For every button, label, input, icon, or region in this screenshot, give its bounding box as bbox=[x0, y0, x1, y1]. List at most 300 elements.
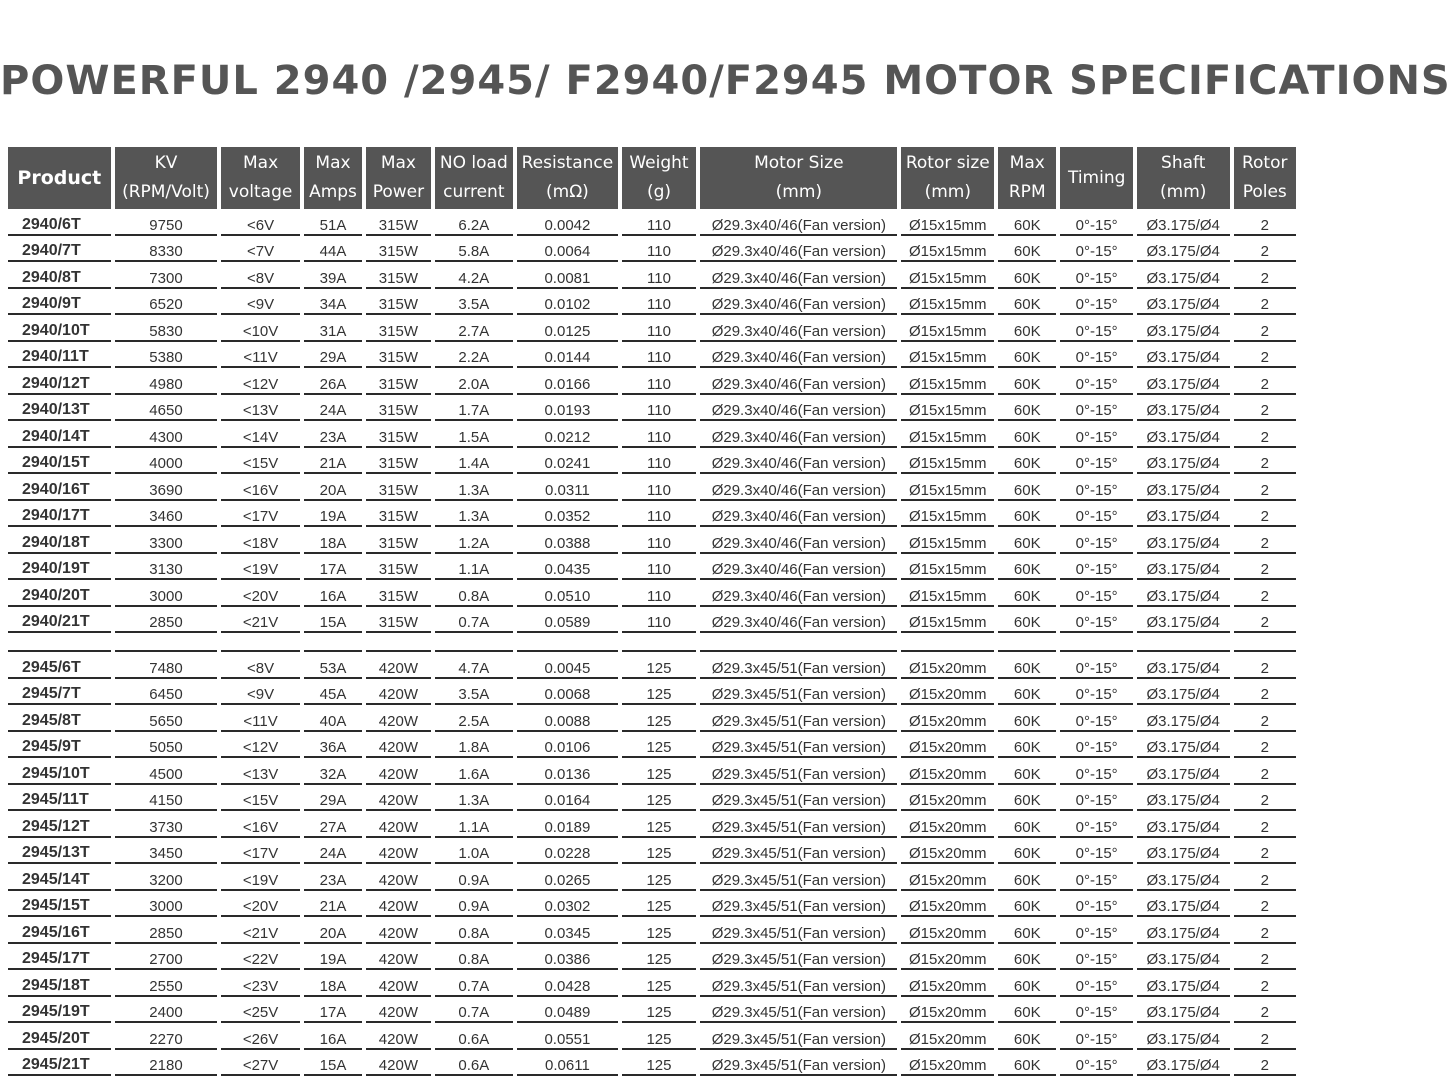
cell-weight: 110 bbox=[622, 474, 696, 501]
separator-cell bbox=[1060, 633, 1132, 652]
cell-max-amps: 19A bbox=[304, 944, 362, 971]
cell-no-load-current: 0.7A bbox=[435, 970, 514, 997]
cell-resistance: 0.0136 bbox=[517, 758, 618, 785]
cell-motor-size: Ø29.3x45/51(Fan version) bbox=[700, 679, 897, 706]
cell-rotor-size: Ø15x20mm bbox=[901, 891, 994, 918]
column-header-line: Rotor size bbox=[905, 153, 990, 173]
cell-timing: 0°-15° bbox=[1060, 580, 1132, 607]
column-header-line: Resistance bbox=[521, 153, 614, 173]
cell-kv: 3300 bbox=[115, 527, 218, 554]
cell-timing: 0°-15° bbox=[1060, 395, 1132, 422]
cell-timing: 0°-15° bbox=[1060, 679, 1132, 706]
cell-timing: 0°-15° bbox=[1060, 315, 1132, 342]
cell-max-amps: 34A bbox=[304, 289, 362, 316]
table-row bbox=[8, 944, 1296, 971]
cell-product: 2945/17T bbox=[8, 944, 111, 971]
cell-product: 2945/10T bbox=[8, 758, 111, 785]
cell-shaft: Ø3.175/Ø4 bbox=[1137, 705, 1230, 732]
cell-max-amps: 23A bbox=[304, 864, 362, 891]
cell-weight: 110 bbox=[622, 580, 696, 607]
cell-timing: 0°-15° bbox=[1060, 236, 1132, 263]
cell-max-rpm: 60K bbox=[998, 679, 1056, 706]
cell-rotor-poles: 2 bbox=[1234, 864, 1297, 891]
cell-product: 2945/9T bbox=[8, 732, 111, 759]
cell-no-load-current: 0.6A bbox=[435, 1050, 514, 1077]
cell-product: 2945/15T bbox=[8, 891, 111, 918]
cell-motor-size: Ø29.3x40/46(Fan version) bbox=[700, 554, 897, 581]
table-row bbox=[8, 785, 1296, 812]
cell-rotor-size: Ø15x20mm bbox=[901, 1023, 994, 1050]
cell-no-load-current: 0.9A bbox=[435, 864, 514, 891]
cell-max-voltage: <9V bbox=[221, 289, 300, 316]
cell-weight: 125 bbox=[622, 838, 696, 865]
cell-timing: 0°-15° bbox=[1060, 811, 1132, 838]
column-header-max-power bbox=[366, 147, 430, 209]
column-header-max-amps bbox=[304, 147, 362, 209]
cell-timing: 0°-15° bbox=[1060, 997, 1132, 1024]
cell-kv: 3000 bbox=[115, 891, 218, 918]
cell-motor-size: Ø29.3x40/46(Fan version) bbox=[700, 580, 897, 607]
cell-no-load-current: 1.2A bbox=[435, 527, 514, 554]
cell-resistance: 0.0166 bbox=[517, 368, 618, 395]
cell-max-power: 315W bbox=[366, 607, 430, 634]
cell-kv: 7480 bbox=[115, 652, 218, 679]
cell-shaft: Ø3.175/Ø4 bbox=[1137, 652, 1230, 679]
column-header-line: RPM bbox=[1008, 182, 1046, 202]
cell-max-power: 315W bbox=[366, 421, 430, 448]
cell-motor-size: Ø29.3x45/51(Fan version) bbox=[700, 705, 897, 732]
cell-product: 2945/16T bbox=[8, 917, 111, 944]
cell-motor-size: Ø29.3x45/51(Fan version) bbox=[700, 891, 897, 918]
table-row bbox=[8, 501, 1296, 528]
cell-max-voltage: <16V bbox=[221, 811, 300, 838]
table-row bbox=[8, 315, 1296, 342]
cell-weight: 110 bbox=[622, 501, 696, 528]
cell-shaft: Ø3.175/Ø4 bbox=[1137, 342, 1230, 369]
cell-timing: 0°-15° bbox=[1060, 970, 1132, 997]
cell-product: 2945/18T bbox=[8, 970, 111, 997]
cell-rotor-poles: 2 bbox=[1234, 209, 1297, 236]
cell-resistance: 0.0611 bbox=[517, 1050, 618, 1077]
cell-kv: 2270 bbox=[115, 1023, 218, 1050]
cell-max-voltage: <15V bbox=[221, 448, 300, 475]
cell-timing: 0°-15° bbox=[1060, 917, 1132, 944]
cell-weight: 125 bbox=[622, 758, 696, 785]
cell-rotor-poles: 2 bbox=[1234, 811, 1297, 838]
cell-rotor-size: Ø15x15mm bbox=[901, 236, 994, 263]
cell-rotor-poles: 2 bbox=[1234, 891, 1297, 918]
cell-max-rpm: 60K bbox=[998, 1023, 1056, 1050]
cell-max-amps: 51A bbox=[304, 209, 362, 236]
cell-resistance: 0.0228 bbox=[517, 838, 618, 865]
cell-max-power: 315W bbox=[366, 289, 430, 316]
cell-max-rpm: 60K bbox=[998, 315, 1056, 342]
cell-motor-size: Ø29.3x40/46(Fan version) bbox=[700, 368, 897, 395]
table-row bbox=[8, 262, 1296, 289]
cell-kv: 4150 bbox=[115, 785, 218, 812]
table-row bbox=[8, 1050, 1296, 1077]
cell-motor-size: Ø29.3x45/51(Fan version) bbox=[700, 1050, 897, 1077]
cell-no-load-current: 6.2A bbox=[435, 209, 514, 236]
table-row bbox=[8, 679, 1296, 706]
column-header-line: (mm) bbox=[1160, 182, 1207, 202]
table-row bbox=[8, 917, 1296, 944]
cell-max-voltage: <21V bbox=[221, 607, 300, 634]
cell-shaft: Ø3.175/Ø4 bbox=[1137, 1050, 1230, 1077]
cell-kv: 3130 bbox=[115, 554, 218, 581]
cell-resistance: 0.0064 bbox=[517, 236, 618, 263]
cell-motor-size: Ø29.3x45/51(Fan version) bbox=[700, 970, 897, 997]
cell-max-voltage: <19V bbox=[221, 864, 300, 891]
cell-max-amps: 15A bbox=[304, 607, 362, 634]
column-header-line: KV bbox=[154, 153, 178, 173]
cell-resistance: 0.0345 bbox=[517, 917, 618, 944]
cell-no-load-current: 1.8A bbox=[435, 732, 514, 759]
column-header-rotor-size bbox=[901, 147, 994, 209]
cell-resistance: 0.0042 bbox=[517, 209, 618, 236]
cell-shaft: Ø3.175/Ø4 bbox=[1137, 811, 1230, 838]
cell-no-load-current: 2.7A bbox=[435, 315, 514, 342]
cell-kv: 2850 bbox=[115, 607, 218, 634]
cell-product: 2945/21T bbox=[8, 1050, 111, 1077]
cell-shaft: Ø3.175/Ø4 bbox=[1137, 262, 1230, 289]
column-header-no-load-current bbox=[435, 147, 514, 209]
cell-max-rpm: 60K bbox=[998, 395, 1056, 422]
table-row bbox=[8, 368, 1296, 395]
cell-rotor-size: Ø15x20mm bbox=[901, 1050, 994, 1077]
cell-resistance: 0.0068 bbox=[517, 679, 618, 706]
cell-rotor-poles: 2 bbox=[1234, 732, 1297, 759]
cell-max-power: 315W bbox=[366, 448, 430, 475]
cell-max-power: 420W bbox=[366, 732, 430, 759]
column-header-line: Shaft bbox=[1161, 153, 1206, 173]
cell-kv: 4300 bbox=[115, 421, 218, 448]
cell-rotor-poles: 2 bbox=[1234, 289, 1297, 316]
cell-rotor-poles: 2 bbox=[1234, 395, 1297, 422]
cell-resistance: 0.0193 bbox=[517, 395, 618, 422]
cell-kv: 4650 bbox=[115, 395, 218, 422]
cell-weight: 110 bbox=[622, 368, 696, 395]
cell-motor-size: Ø29.3x40/46(Fan version) bbox=[700, 607, 897, 634]
cell-shaft: Ø3.175/Ø4 bbox=[1137, 785, 1230, 812]
cell-product: 2940/6T bbox=[8, 209, 111, 236]
cell-rotor-poles: 2 bbox=[1234, 1023, 1297, 1050]
cell-rotor-size: Ø15x15mm bbox=[901, 342, 994, 369]
cell-product: 2940/16T bbox=[8, 474, 111, 501]
table-row bbox=[8, 1023, 1296, 1050]
cell-product: 2940/9T bbox=[8, 289, 111, 316]
cell-max-voltage: <13V bbox=[221, 395, 300, 422]
cell-timing: 0°-15° bbox=[1060, 1023, 1132, 1050]
cell-max-voltage: <27V bbox=[221, 1050, 300, 1077]
cell-kv: 4000 bbox=[115, 448, 218, 475]
cell-max-power: 420W bbox=[366, 679, 430, 706]
cell-kv: 5830 bbox=[115, 315, 218, 342]
separator-cell bbox=[700, 633, 897, 652]
cell-resistance: 0.0551 bbox=[517, 1023, 618, 1050]
cell-max-power: 420W bbox=[366, 864, 430, 891]
cell-shaft: Ø3.175/Ø4 bbox=[1137, 395, 1230, 422]
column-header-line: Poles bbox=[1242, 182, 1287, 202]
cell-max-voltage: <20V bbox=[221, 891, 300, 918]
column-header-shaft bbox=[1137, 147, 1230, 209]
cell-rotor-size: Ø15x15mm bbox=[901, 315, 994, 342]
cell-timing: 0°-15° bbox=[1060, 732, 1132, 759]
cell-no-load-current: 0.7A bbox=[435, 607, 514, 634]
cell-weight: 110 bbox=[622, 289, 696, 316]
cell-kv: 5050 bbox=[115, 732, 218, 759]
table-row bbox=[8, 864, 1296, 891]
cell-rotor-poles: 2 bbox=[1234, 607, 1297, 634]
cell-motor-size: Ø29.3x45/51(Fan version) bbox=[700, 732, 897, 759]
table-row bbox=[8, 289, 1296, 316]
cell-no-load-current: 1.3A bbox=[435, 474, 514, 501]
column-header-timing bbox=[1060, 147, 1132, 209]
table-body bbox=[8, 209, 1296, 1076]
column-header-line: voltage bbox=[228, 182, 293, 202]
cell-no-load-current: 1.3A bbox=[435, 501, 514, 528]
cell-max-rpm: 60K bbox=[998, 917, 1056, 944]
cell-rotor-size: Ø15x15mm bbox=[901, 527, 994, 554]
cell-rotor-poles: 2 bbox=[1234, 970, 1297, 997]
cell-no-load-current: 2.2A bbox=[435, 342, 514, 369]
cell-product: 2940/8T bbox=[8, 262, 111, 289]
cell-max-rpm: 60K bbox=[998, 970, 1056, 997]
cell-weight: 125 bbox=[622, 891, 696, 918]
cell-max-amps: 53A bbox=[304, 652, 362, 679]
cell-product: 2940/12T bbox=[8, 368, 111, 395]
cell-max-rpm: 60K bbox=[998, 758, 1056, 785]
cell-max-rpm: 60K bbox=[998, 785, 1056, 812]
cell-rotor-poles: 2 bbox=[1234, 944, 1297, 971]
cell-no-load-current: 4.2A bbox=[435, 262, 514, 289]
cell-rotor-poles: 2 bbox=[1234, 554, 1297, 581]
cell-max-voltage: <6V bbox=[221, 209, 300, 236]
column-header-line: NO load bbox=[439, 153, 508, 173]
cell-timing: 0°-15° bbox=[1060, 501, 1132, 528]
cell-product: 2945/19T bbox=[8, 997, 111, 1024]
cell-product: 2940/14T bbox=[8, 421, 111, 448]
cell-max-voltage: <8V bbox=[221, 262, 300, 289]
cell-rotor-size: Ø15x20mm bbox=[901, 758, 994, 785]
cell-max-amps: 21A bbox=[304, 448, 362, 475]
cell-rotor-poles: 2 bbox=[1234, 997, 1297, 1024]
column-header-kv bbox=[115, 147, 218, 209]
cell-shaft: Ø3.175/Ø4 bbox=[1137, 607, 1230, 634]
cell-kv: 8330 bbox=[115, 236, 218, 263]
cell-product: 2940/10T bbox=[8, 315, 111, 342]
cell-max-rpm: 60K bbox=[998, 421, 1056, 448]
cell-weight: 125 bbox=[622, 652, 696, 679]
cell-timing: 0°-15° bbox=[1060, 944, 1132, 971]
cell-max-voltage: <14V bbox=[221, 421, 300, 448]
cell-rotor-size: Ø15x20mm bbox=[901, 705, 994, 732]
cell-resistance: 0.0189 bbox=[517, 811, 618, 838]
cell-max-voltage: <9V bbox=[221, 679, 300, 706]
separator-cell bbox=[517, 633, 618, 652]
cell-max-amps: 20A bbox=[304, 917, 362, 944]
cell-kv: 4500 bbox=[115, 758, 218, 785]
cell-motor-size: Ø29.3x40/46(Fan version) bbox=[700, 501, 897, 528]
cell-no-load-current: 0.9A bbox=[435, 891, 514, 918]
cell-max-power: 420W bbox=[366, 917, 430, 944]
cell-max-voltage: <10V bbox=[221, 315, 300, 342]
cell-motor-size: Ø29.3x40/46(Fan version) bbox=[700, 421, 897, 448]
cell-timing: 0°-15° bbox=[1060, 289, 1132, 316]
cell-max-amps: 21A bbox=[304, 891, 362, 918]
table-row bbox=[8, 838, 1296, 865]
cell-kv: 9750 bbox=[115, 209, 218, 236]
cell-rotor-poles: 2 bbox=[1234, 368, 1297, 395]
cell-max-amps: 23A bbox=[304, 421, 362, 448]
cell-timing: 0°-15° bbox=[1060, 758, 1132, 785]
cell-product: 2940/7T bbox=[8, 236, 111, 263]
cell-product: 2945/7T bbox=[8, 679, 111, 706]
cell-max-power: 420W bbox=[366, 785, 430, 812]
column-header-rotor-poles bbox=[1234, 147, 1297, 209]
cell-resistance: 0.0265 bbox=[517, 864, 618, 891]
cell-rotor-size: Ø15x15mm bbox=[901, 607, 994, 634]
cell-product: 2940/18T bbox=[8, 527, 111, 554]
column-header-resistance bbox=[517, 147, 618, 209]
cell-no-load-current: 2.5A bbox=[435, 705, 514, 732]
cell-motor-size: Ø29.3x45/51(Fan version) bbox=[700, 917, 897, 944]
cell-max-power: 420W bbox=[366, 944, 430, 971]
cell-weight: 125 bbox=[622, 1050, 696, 1077]
cell-max-rpm: 60K bbox=[998, 501, 1056, 528]
cell-weight: 125 bbox=[622, 785, 696, 812]
column-header-line: Product bbox=[17, 166, 102, 189]
cell-motor-size: Ø29.3x45/51(Fan version) bbox=[700, 944, 897, 971]
cell-no-load-current: 0.8A bbox=[435, 917, 514, 944]
cell-timing: 0°-15° bbox=[1060, 838, 1132, 865]
cell-no-load-current: 1.1A bbox=[435, 554, 514, 581]
cell-rotor-poles: 2 bbox=[1234, 342, 1297, 369]
cell-weight: 110 bbox=[622, 395, 696, 422]
cell-rotor-size: Ø15x15mm bbox=[901, 262, 994, 289]
cell-resistance: 0.0510 bbox=[517, 580, 618, 607]
cell-max-rpm: 60K bbox=[998, 732, 1056, 759]
cell-no-load-current: 1.0A bbox=[435, 838, 514, 865]
cell-kv: 5650 bbox=[115, 705, 218, 732]
cell-timing: 0°-15° bbox=[1060, 342, 1132, 369]
cell-weight: 110 bbox=[622, 554, 696, 581]
cell-kv: 2700 bbox=[115, 944, 218, 971]
cell-rotor-poles: 2 bbox=[1234, 758, 1297, 785]
cell-resistance: 0.0125 bbox=[517, 315, 618, 342]
cell-timing: 0°-15° bbox=[1060, 705, 1132, 732]
cell-product: 2940/15T bbox=[8, 448, 111, 475]
cell-timing: 0°-15° bbox=[1060, 891, 1132, 918]
cell-kv: 3450 bbox=[115, 838, 218, 865]
header-row bbox=[8, 147, 1296, 209]
cell-max-power: 420W bbox=[366, 970, 430, 997]
cell-resistance: 0.0106 bbox=[517, 732, 618, 759]
cell-shaft: Ø3.175/Ø4 bbox=[1137, 1023, 1230, 1050]
cell-rotor-size: Ø15x15mm bbox=[901, 368, 994, 395]
cell-max-rpm: 60K bbox=[998, 554, 1056, 581]
cell-weight: 125 bbox=[622, 944, 696, 971]
cell-no-load-current: 0.8A bbox=[435, 944, 514, 971]
separator-cell bbox=[901, 633, 994, 652]
cell-timing: 0°-15° bbox=[1060, 864, 1132, 891]
cell-shaft: Ø3.175/Ø4 bbox=[1137, 368, 1230, 395]
cell-rotor-size: Ø15x15mm bbox=[901, 501, 994, 528]
table-row bbox=[8, 580, 1296, 607]
cell-max-power: 420W bbox=[366, 838, 430, 865]
cell-timing: 0°-15° bbox=[1060, 262, 1132, 289]
table-row bbox=[8, 705, 1296, 732]
cell-rotor-poles: 2 bbox=[1234, 705, 1297, 732]
cell-motor-size: Ø29.3x45/51(Fan version) bbox=[700, 1023, 897, 1050]
cell-max-rpm: 60K bbox=[998, 527, 1056, 554]
cell-shaft: Ø3.175/Ø4 bbox=[1137, 289, 1230, 316]
cell-shaft: Ø3.175/Ø4 bbox=[1137, 501, 1230, 528]
column-header-line: Power bbox=[372, 182, 425, 202]
cell-max-amps: 44A bbox=[304, 236, 362, 263]
cell-max-amps: 24A bbox=[304, 838, 362, 865]
cell-max-rpm: 60K bbox=[998, 262, 1056, 289]
cell-shaft: Ø3.175/Ø4 bbox=[1137, 997, 1230, 1024]
column-header-product bbox=[8, 147, 111, 209]
cell-motor-size: Ø29.3x40/46(Fan version) bbox=[700, 395, 897, 422]
cell-rotor-size: Ø15x15mm bbox=[901, 421, 994, 448]
cell-max-voltage: <12V bbox=[221, 732, 300, 759]
cell-shaft: Ø3.175/Ø4 bbox=[1137, 236, 1230, 263]
cell-weight: 110 bbox=[622, 209, 696, 236]
cell-shaft: Ø3.175/Ø4 bbox=[1137, 448, 1230, 475]
cell-timing: 0°-15° bbox=[1060, 474, 1132, 501]
table-row bbox=[8, 342, 1296, 369]
cell-kv: 7300 bbox=[115, 262, 218, 289]
table-row bbox=[8, 891, 1296, 918]
cell-max-rpm: 60K bbox=[998, 811, 1056, 838]
cell-max-voltage: <16V bbox=[221, 474, 300, 501]
cell-timing: 0°-15° bbox=[1060, 554, 1132, 581]
specifications-table-container bbox=[4, 147, 1300, 1076]
cell-rotor-size: Ø15x15mm bbox=[901, 448, 994, 475]
column-header-max-rpm bbox=[998, 147, 1056, 209]
cell-max-voltage: <17V bbox=[221, 501, 300, 528]
cell-rotor-poles: 2 bbox=[1234, 236, 1297, 263]
cell-timing: 0°-15° bbox=[1060, 607, 1132, 634]
cell-max-power: 315W bbox=[366, 342, 430, 369]
cell-shaft: Ø3.175/Ø4 bbox=[1137, 315, 1230, 342]
cell-motor-size: Ø29.3x45/51(Fan version) bbox=[700, 997, 897, 1024]
cell-rotor-size: Ø15x20mm bbox=[901, 838, 994, 865]
cell-max-amps: 29A bbox=[304, 785, 362, 812]
cell-rotor-size: Ø15x20mm bbox=[901, 997, 994, 1024]
cell-motor-size: Ø29.3x40/46(Fan version) bbox=[700, 342, 897, 369]
cell-shaft: Ø3.175/Ø4 bbox=[1137, 944, 1230, 971]
cell-product: 2945/20T bbox=[8, 1023, 111, 1050]
cell-motor-size: Ø29.3x45/51(Fan version) bbox=[700, 811, 897, 838]
cell-weight: 125 bbox=[622, 1023, 696, 1050]
cell-max-rpm: 60K bbox=[998, 864, 1056, 891]
cell-max-power: 315W bbox=[366, 315, 430, 342]
cell-rotor-poles: 2 bbox=[1234, 262, 1297, 289]
cell-rotor-poles: 2 bbox=[1234, 652, 1297, 679]
cell-max-amps: 27A bbox=[304, 811, 362, 838]
cell-rotor-poles: 2 bbox=[1234, 474, 1297, 501]
cell-timing: 0°-15° bbox=[1060, 785, 1132, 812]
separator-cell bbox=[8, 633, 111, 652]
cell-motor-size: Ø29.3x40/46(Fan version) bbox=[700, 209, 897, 236]
cell-max-rpm: 60K bbox=[998, 944, 1056, 971]
cell-rotor-size: Ø15x20mm bbox=[901, 785, 994, 812]
cell-max-voltage: <19V bbox=[221, 554, 300, 581]
cell-shaft: Ø3.175/Ø4 bbox=[1137, 580, 1230, 607]
